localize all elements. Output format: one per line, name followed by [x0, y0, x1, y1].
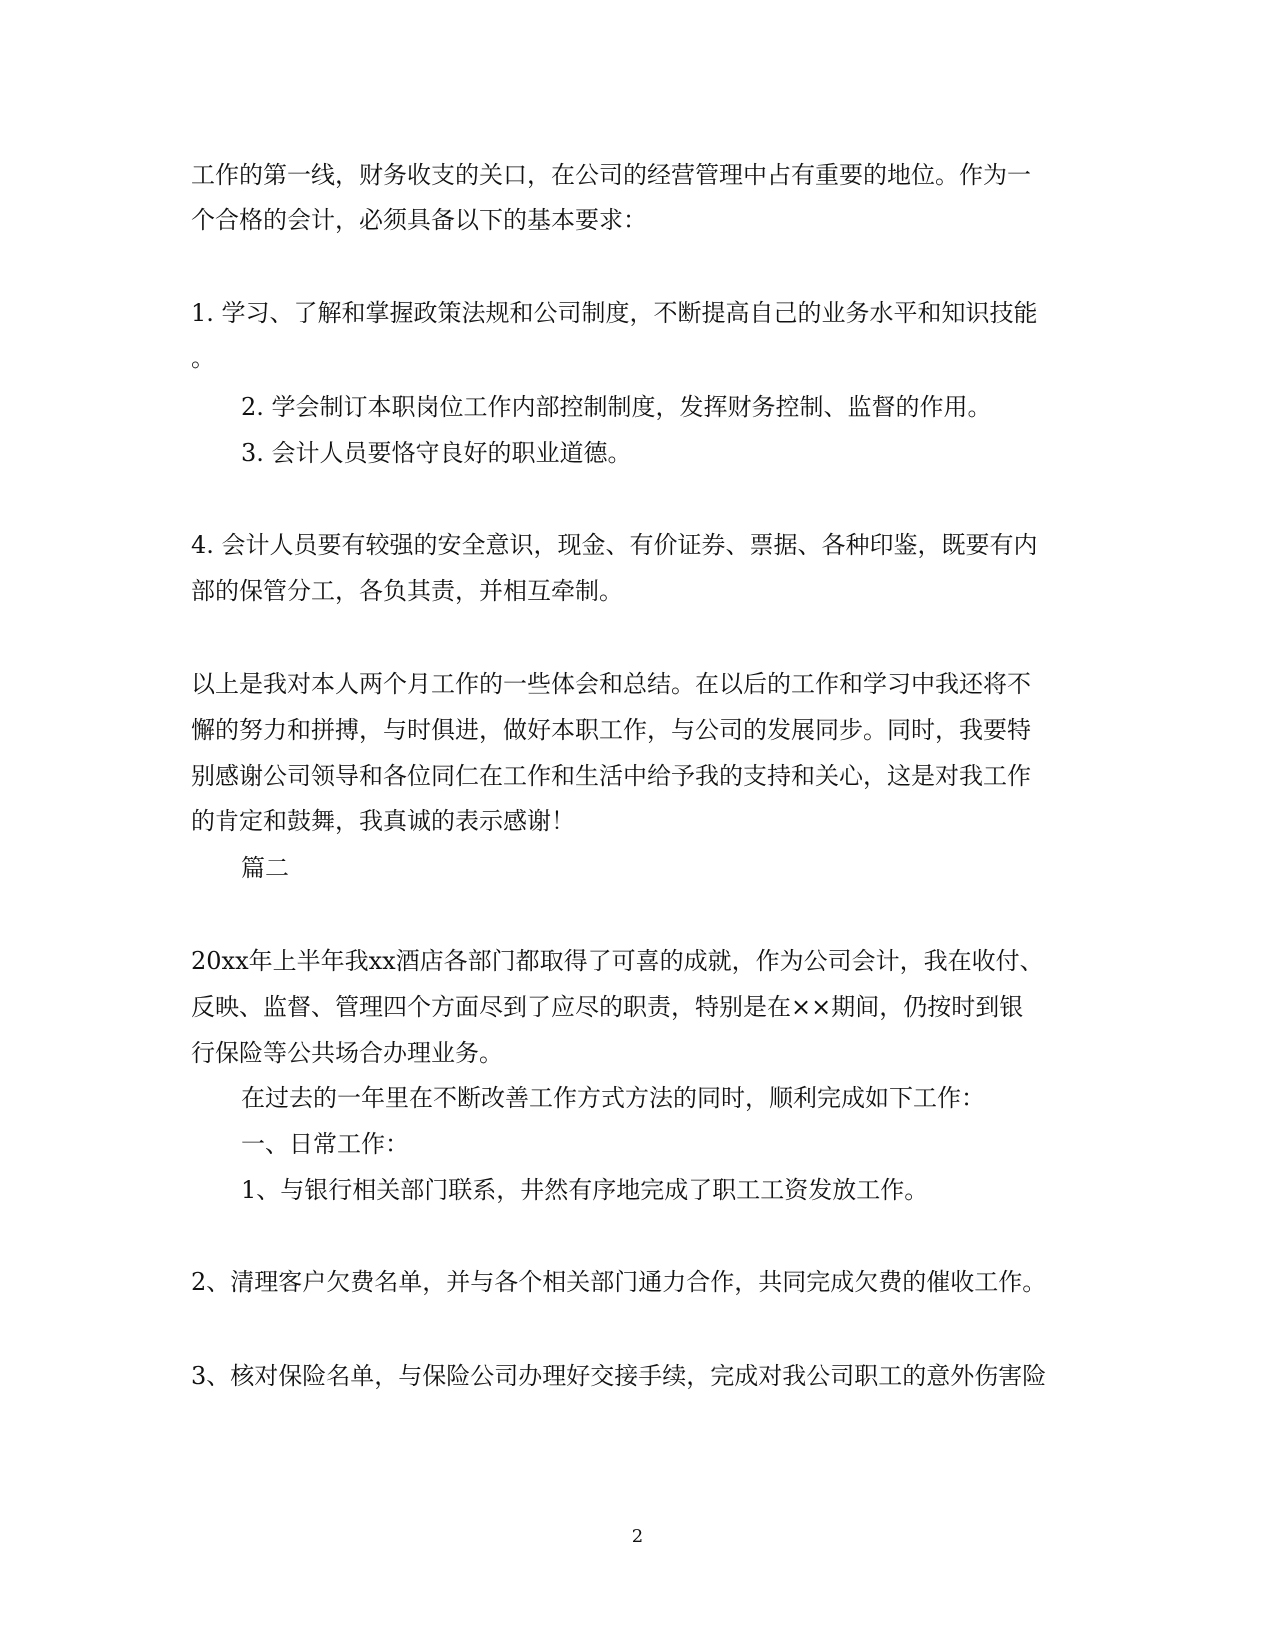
text-line: 在过去的一年里在不断改善工作方式方法的同时，顺利完成如下工作：: [241, 1084, 985, 1112]
list-item: 3. 会计人员要恪守良好的职业道德。: [241, 439, 632, 467]
text-line: 。: [191, 344, 215, 372]
text-line: 懈的努力和拼搏，与时俱进，做好本职工作，与公司的发展同步。同时，我要特: [191, 716, 1031, 744]
list-item: 3、核对保险名单，与保险公司办理好交接手续，完成对我公司职工的意外伤害险: [191, 1362, 1047, 1390]
text-line: 的肯定和鼓舞，我真诚的表示感谢！: [191, 807, 575, 835]
text-line: 以上是我对本人两个月工作的一些体会和总结。在以后的工作和学习中我还将不: [191, 670, 1031, 698]
list-item: 2、清理客户欠费名单，并与各个相关部门通力合作，共同完成欠费的催收工作。: [191, 1268, 1047, 1296]
text-line: 部的保管分工，各负其责，并相互牵制。: [191, 577, 623, 605]
text-line: 20xx年上半年我xx酒店各部门都取得了可喜的成就，作为公司会计，我在收付、: [191, 947, 1044, 975]
section-heading: 篇二: [241, 854, 289, 882]
text-line: 反映、监督、管理四个方面尽到了应尽的职责，特别是在××期间，仍按时到银: [191, 993, 1024, 1021]
list-item: 4. 会计人员要有较强的安全意识，现金、有价证券、票据、各种印鉴，既要有内: [191, 531, 1038, 559]
sub-heading: 一、日常工作：: [241, 1130, 409, 1158]
text-line: 工作的第一线，财务收支的关口，在公司的经营管理中占有重要的地位。作为一: [191, 161, 1031, 189]
list-item: 1. 学习、了解和掌握政策法规和公司制度，不断提高自己的业务水平和知识技能: [191, 299, 1038, 327]
text-line: 行保险等公共场合办理业务。: [191, 1039, 503, 1067]
page-number: 2: [631, 1526, 644, 1547]
list-item: 1、与银行相关部门联系，井然有序地完成了职工工资发放工作。: [241, 1176, 929, 1204]
text-line: 别感谢公司领导和各位同仁在工作和生活中给予我的支持和关心，这是对我工作: [191, 762, 1031, 790]
text-line: 个合格的会计，必须具备以下的基本要求：: [191, 206, 647, 234]
list-item: 2. 学会制订本职岗位工作内部控制制度，发挥财务控制、监督的作用。: [241, 393, 992, 421]
